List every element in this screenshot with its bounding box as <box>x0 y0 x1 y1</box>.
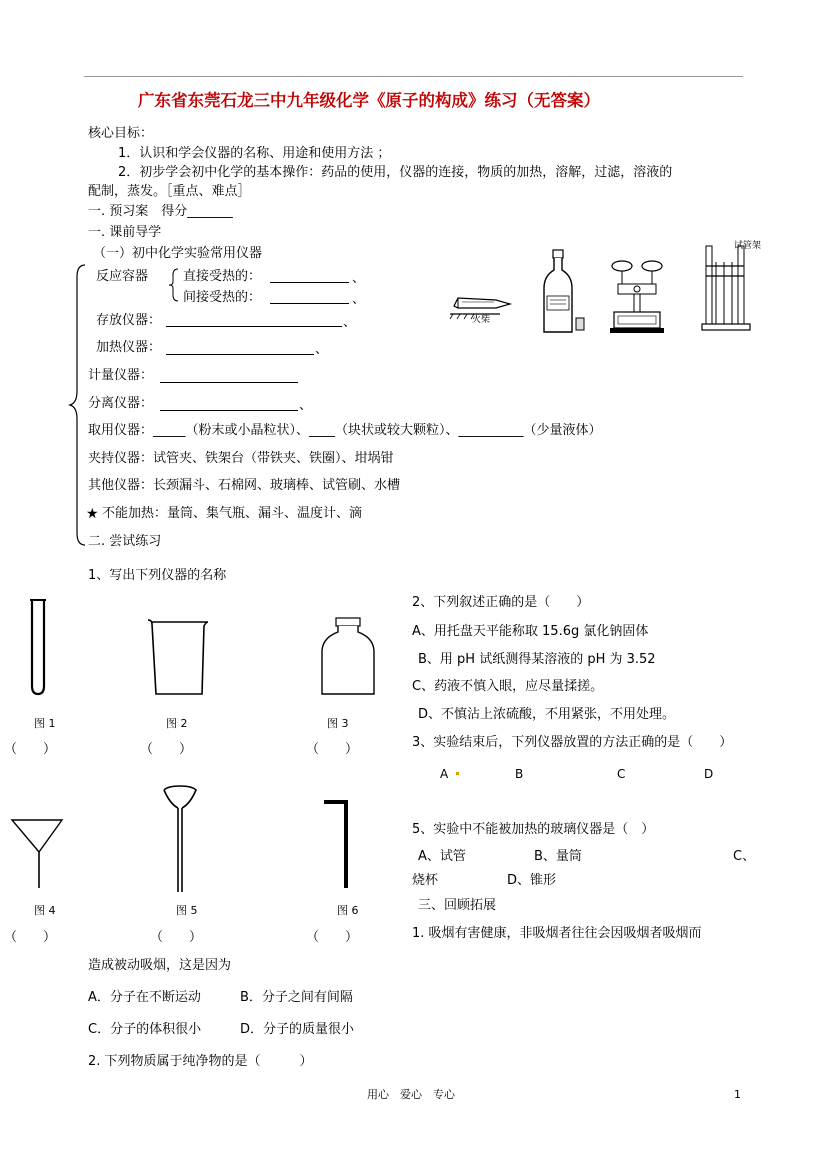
q5-option-c-cont: 烧杯 <box>412 873 439 888</box>
test-tube-icon <box>28 598 48 698</box>
q5-option-a: A、试管 <box>418 849 466 864</box>
q3-stem: 3、实验结束后，下列仪器放置的方法正确的是（ ） <box>412 735 733 750</box>
q2-option-b: B、用 pH 试纸测得某溶液的 pH 为 3.52 <box>418 652 656 667</box>
test-tube-rack-icon <box>700 242 760 332</box>
figure-4-label: 图 4 <box>34 904 56 917</box>
noheat-line: 不能加热：量筒、集气瓶、漏斗、温度计、滴 <box>102 506 363 521</box>
section-heading-1: 一. 课前导学 <box>88 225 162 240</box>
heating-sep: 、 <box>315 342 329 357</box>
small-brace-icon <box>168 268 180 302</box>
subsection-heading: （一）初中化学实验常用仪器 <box>93 246 263 261</box>
core-heading: 核心目标： <box>88 126 154 141</box>
reaction-container-label: 反应容器 <box>96 269 149 284</box>
q3-option-c: C <box>617 767 626 781</box>
q3-option-b: B <box>515 767 524 781</box>
q2-option-c: C、药液不慎入眼，应尽量揉搓。 <box>412 679 604 694</box>
figure-2-answer[interactable]: （ ） <box>140 742 193 757</box>
figure-5-label: 图 5 <box>176 904 198 917</box>
indirect-heat-blank[interactable] <box>270 303 349 304</box>
left-brace-icon <box>68 263 88 548</box>
core-item-2-cont: 配制，蒸发。［重点、难点］ <box>88 184 251 199</box>
q5-option-c: C、 <box>733 849 756 864</box>
rack-label: 试管架 <box>734 241 762 251</box>
core-item-1: 1．认识和学会仪器的名称、用途和使用方法 ； <box>118 146 391 161</box>
figure-3-answer[interactable]: （ ） <box>306 742 359 757</box>
beaker-icon <box>146 618 210 698</box>
review-q1-option-c: C．分子的体积很小 <box>88 1022 202 1037</box>
balance-icon <box>608 256 668 336</box>
other-line: 其他仪器：长颈漏斗、石棉网、玻璃棒、试管刷、水槽 <box>88 478 401 493</box>
separation-blank[interactable] <box>160 410 298 411</box>
q2-option-d: D、不慎沾上浓硫酸，不用紧张，不用处理。 <box>418 707 676 722</box>
storage-sep: 、 <box>343 315 357 330</box>
figure-6-label: 图 6 <box>337 904 359 917</box>
storage-label: 存放仪器： <box>96 313 162 328</box>
q2-option-a: A、用托盘天平能称取 15.6g 氯化钠固体 <box>412 624 649 639</box>
figure-5-answer[interactable]: （ ） <box>150 930 203 945</box>
figure-6-answer[interactable]: （ ） <box>306 930 359 945</box>
measuring-blank[interactable] <box>160 382 298 383</box>
match-label: 火柴 <box>472 315 491 325</box>
direct-heat-sep: 、 <box>352 271 366 286</box>
core-item-2: 2．初步学会初中化学的基本操作：药品的使用，仪器的连接，物质的加热，溶解，过滤，溶液的 <box>118 165 673 180</box>
bent-tube-icon <box>322 796 352 896</box>
long-neck-funnel-icon <box>160 786 200 896</box>
storage-blank[interactable] <box>166 326 342 327</box>
figure-4-answer[interactable]: （ ） <box>4 930 57 945</box>
preview-score: 一. 预习案 得分_______ <box>88 204 233 219</box>
funnel-icon <box>10 816 70 896</box>
q5-option-b: B、量筒 <box>534 849 582 864</box>
figure-1-label: 图 1 <box>34 717 56 730</box>
q3-option-a: A <box>440 767 449 781</box>
q5-option-d: D、锥形 <box>507 873 557 888</box>
q3-option-a-dot <box>456 772 459 775</box>
figure-3-label: 图 3 <box>327 717 349 730</box>
q5-stem: 5、实验中不能被加热的玻璃仪器是（ ） <box>412 822 655 837</box>
taking-line: 取用仪器：_____（粉末或小晶粒状）、____（块状或较大颗粒）、__________（少量液体） <box>88 423 602 438</box>
separation-sep: 、 <box>299 398 313 413</box>
gas-bottle-icon <box>320 616 376 696</box>
section-heading-3: 三、回顾拓展 <box>418 898 497 913</box>
page-title: 广东省东莞石龙三中九年级化学《原子的构成》练习（无答案） <box>138 91 600 110</box>
q2-stem: 2、下列叙述正确的是（ ） <box>412 595 590 610</box>
q3-option-d: D <box>704 767 714 781</box>
page-number: 1 <box>734 1088 741 1101</box>
figure-1-answer[interactable]: （ ） <box>4 742 57 757</box>
direct-heat-blank[interactable] <box>270 282 349 283</box>
review-q2-stem: 2. 下列物质属于纯净物的是（ ） <box>88 1054 313 1069</box>
separation-label: 分离仪器： <box>88 396 154 411</box>
review-q1-option-d: D．分子的质量很小 <box>240 1022 355 1037</box>
review-q1-option-a: A．分子在不断运动 <box>88 990 201 1005</box>
star-icon: ★ <box>86 506 99 522</box>
heating-label: 加热仪器： <box>96 340 162 355</box>
top-rule <box>84 76 743 77</box>
reagent-bottle-icon <box>540 248 600 338</box>
holding-line: 夹持仪器：试管夹、铁架台（带铁夹、铁圈）、坩埚钳 <box>88 451 394 466</box>
indirect-heat-sep: 、 <box>352 292 366 307</box>
figure-2-label: 图 2 <box>166 717 188 730</box>
review-q1-stem: 1. 吸烟有害健康，非吸烟者往往会因吸烟者吸烟而 <box>412 926 702 941</box>
section-heading-2: 二. 尝试练习 <box>88 534 162 549</box>
measuring-label: 计量仪器： <box>88 368 154 383</box>
q1-stem: 1、写出下列仪器的名称 <box>88 568 227 583</box>
direct-heat-label: 直接受热的： <box>183 269 262 284</box>
review-q1-option-b: B．分子之间有间隔 <box>240 990 353 1005</box>
footer-motto: 用心 爱心 专心 <box>367 1088 455 1101</box>
indirect-heat-label: 间接受热的： <box>183 290 262 305</box>
heating-blank[interactable] <box>166 354 314 355</box>
review-q1-stem-cont: 造成被动吸烟，这是因为 <box>88 958 232 973</box>
